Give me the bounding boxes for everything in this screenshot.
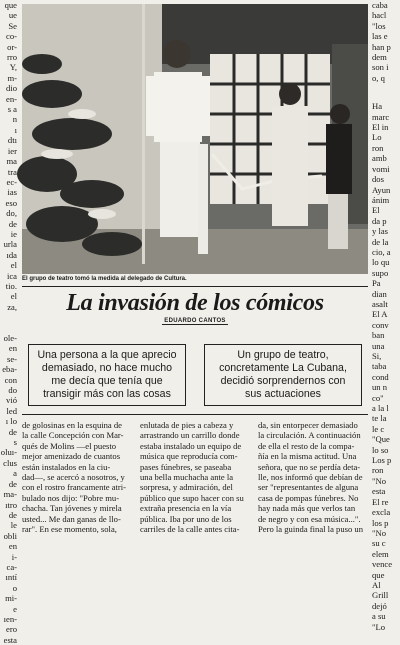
right-column-line: dem (372, 52, 387, 63)
right-column-line: vomi (372, 163, 390, 174)
left-column-line: ıntí (5, 572, 17, 583)
right-column-line: El A (372, 309, 388, 320)
left-column-line: ıen- (3, 613, 17, 624)
right-column-line: supo (372, 267, 389, 278)
left-column-line: ero (6, 624, 17, 635)
left-column-line: ı (14, 124, 17, 135)
left-column-line (0, 312, 18, 322)
left-column-line: mi- (5, 593, 17, 604)
body-text-line: la calle Concepción con Mar- (22, 430, 124, 441)
left-column-line: a (13, 468, 17, 479)
right-column-line: su c (372, 538, 386, 549)
right-column-line: a la l (372, 403, 389, 414)
right-column-line: ron (372, 142, 384, 153)
article-headline: La invasión de los cómicos (66, 290, 324, 316)
right-column-line: Ayun (372, 184, 391, 195)
article-photo (22, 4, 368, 274)
right-column-line: te la (372, 413, 387, 424)
left-column-line: ie (10, 228, 17, 239)
body-column-3 (258, 420, 370, 535)
body-text-line: ñía en la misma actitud. Una (258, 451, 357, 462)
left-column-line: ue (8, 10, 17, 21)
right-column-top-block (372, 0, 400, 83)
left-column-line: vió (6, 395, 17, 406)
left-column-line: o (12, 582, 17, 593)
left-column-line: en- (6, 93, 17, 104)
right-column-line: cio, a (372, 246, 391, 257)
left-column-line: do, (6, 208, 17, 219)
right-column-line: co" (372, 392, 384, 403)
byline-name: EDUARDO CANTOS (164, 318, 226, 324)
left-column-line: el (10, 291, 17, 302)
left-column-line: ica (6, 270, 17, 281)
body-text-line: chacha. Tan jóvenes y mirela (22, 503, 122, 514)
left-column-line: rro (6, 52, 17, 63)
right-column-line: "Que (372, 434, 390, 445)
right-column-line: lo so (372, 444, 389, 455)
body-text-line: público que supo hacer con su (140, 492, 244, 503)
body-column-1 (22, 420, 134, 535)
body-text-line: arrastrando un carrillo donde (140, 430, 240, 441)
left-column-line: ec- (6, 176, 17, 187)
left-column-line: n (12, 114, 17, 125)
body-text-line: de golosinas en la esquina de (22, 420, 122, 430)
right-column-line: "No (372, 475, 387, 486)
left-column-line: obli (3, 530, 17, 541)
article-byline (22, 318, 368, 324)
body-text-line: pública. Iba por uno de los (140, 513, 232, 524)
left-column-line: s a (7, 104, 17, 115)
body-text-line: música que reproducía com- (140, 451, 238, 462)
right-column-line: hacl (372, 10, 387, 21)
left-column-line: de (8, 478, 17, 489)
right-column-line: a su (372, 611, 386, 622)
left-column-line: ier (7, 145, 17, 156)
body-text-line: una bella muchacha ante la (140, 472, 234, 483)
body-text-line: pases fúnebres, se paseaba (140, 461, 232, 472)
right-column-line: caba (372, 0, 388, 10)
left-column-line: clus (3, 457, 17, 468)
right-column-line: una (372, 340, 385, 351)
right-column-line: cond (372, 371, 389, 382)
right-column-line: Si, (372, 351, 382, 361)
body-text-line: ser "representantes de alguna (258, 482, 359, 493)
right-column-line: dejó (372, 600, 387, 611)
body-text-line: Pero la guinda final la puso un (258, 524, 364, 535)
left-column-line: esta (3, 634, 17, 645)
right-column-line: marc (372, 111, 390, 122)
right-column-line: elem (372, 548, 389, 559)
body-text-line: enlutada de pies a cabeza y (140, 420, 234, 430)
left-column-line: co- (6, 31, 17, 42)
body-text-line: extraña presencia en la vía (140, 503, 232, 514)
right-column-mid-block (372, 101, 400, 632)
left-column-line: ı lo (5, 416, 17, 427)
left-column-line: do (8, 385, 17, 396)
left-column-line: dio (6, 83, 17, 94)
right-column-line: lo qu (372, 257, 390, 268)
body-text-line: rar". En ese momento, sola, (22, 524, 117, 535)
left-column-line: con (4, 374, 17, 385)
left-column-line: ole- (3, 333, 17, 343)
left-column-line: de (8, 426, 17, 437)
body-text-line: bulado nos dijo: "Pobre mu- (22, 492, 120, 503)
right-column-line: le c (372, 423, 385, 434)
right-column-line: Pa (372, 278, 381, 289)
right-column-line: Ha (372, 101, 383, 112)
left-column-line: de (8, 218, 17, 229)
left-column-line: de (8, 509, 17, 520)
right-column-line: Lo (372, 132, 382, 143)
right-column-line: o, q (372, 72, 385, 83)
right-column-line: Los p (372, 455, 392, 466)
left-column-line: ma (6, 156, 17, 167)
left-column-line: eba- (2, 364, 17, 375)
right-column-line: Grill (372, 590, 389, 601)
right-column-line: ban (372, 330, 385, 341)
body-column-2 (140, 420, 252, 535)
body-text-line: da, sin entorpecer demasiado (258, 420, 358, 430)
body-text-line: con el rostro francamente atri- (22, 482, 127, 493)
left-margin-column (0, 0, 18, 645)
body-text-line: la circulación. A continuación (258, 430, 361, 441)
body-rule-top (22, 414, 368, 415)
body-text-line: sorpresa, y admiración, del (140, 482, 233, 493)
right-column-line: "No (372, 527, 387, 538)
left-column-line: que (4, 0, 17, 10)
body-text-line: de negro y con esa música...". (258, 513, 361, 524)
right-column-line: dian (372, 288, 387, 299)
right-column-line: conv (372, 319, 389, 330)
body-text-line: hay nada más que verlos tan (258, 503, 356, 514)
right-column-line: que (372, 569, 385, 580)
left-column-line: i- (11, 551, 17, 562)
left-column-line: tio. (5, 280, 17, 291)
right-column-line: y las (372, 226, 388, 237)
right-margin-column (372, 0, 400, 632)
left-column-line: e (13, 603, 17, 614)
left-column-line: dtı (7, 135, 17, 146)
left-column-line: el (10, 260, 17, 271)
right-column-line: un n (372, 382, 388, 393)
body-text-line: dad—, se acercó a nosotros, y (22, 472, 125, 483)
left-column-line: oluı- (0, 447, 17, 458)
left-column-line: eso (5, 197, 17, 208)
body-text-line: usted... Me dan ganas de llo- (22, 513, 121, 524)
right-column-line: han p (372, 41, 391, 52)
left-column-line: en (8, 541, 17, 552)
left-column-line: urla (3, 239, 17, 250)
left-column-line: ıda (6, 249, 17, 260)
headline-rule-top (22, 286, 368, 287)
left-column-line: s (13, 437, 17, 448)
left-column-line: or- (7, 41, 17, 52)
left-column-line: Se (8, 20, 17, 31)
right-column-line: de la (372, 236, 389, 247)
left-column-line: se- (6, 353, 17, 364)
body-text-line: lle, nos informó que debían de (258, 472, 363, 483)
right-column-line: son i (372, 62, 389, 73)
left-column-line: m- (7, 72, 17, 83)
body-text-line: casa de pompas fúnebres. No (258, 492, 359, 503)
right-column-line: "los (372, 20, 386, 31)
left-column-line: ca- (6, 561, 17, 572)
left-column-line: Y, (9, 62, 17, 73)
right-column-line: El in (372, 122, 389, 133)
right-column-line: ánim (372, 194, 390, 205)
left-column-line: en (8, 343, 17, 354)
left-column-line: tra (7, 166, 17, 177)
left-column-line: ıtro (5, 499, 17, 510)
right-column-line: ron (372, 465, 384, 476)
right-column-line: El (372, 205, 380, 216)
body-text-line: estaba instalado un equipo de (140, 440, 242, 451)
right-column-line: taba (372, 361, 387, 372)
pull-quote-right: Un grupo de teatro, concretamente La Cubana, decidió sorprendernos con sus actuaciones (204, 344, 362, 406)
pull-quote-left: Una persona a la que aprecio demasiado, no hace mucho me decía que tenía que transigir más con las cosas (28, 344, 186, 406)
right-column-line: Al (372, 579, 381, 590)
body-text-line: están instalados en la ciu- (22, 461, 111, 472)
left-column-line (0, 323, 18, 333)
left-column-line: ma- (3, 489, 17, 500)
right-column-line: da p (372, 215, 387, 226)
right-column-line: esta (372, 486, 386, 497)
body-text-line: mejor amenizado de cuantos (22, 451, 121, 462)
left-column-line: le (10, 520, 17, 531)
right-column-line: amb (372, 153, 387, 164)
body-text-line: qués de Molins —el puesto (22, 440, 117, 451)
right-column-line: dos (372, 174, 384, 185)
body-text-line: de ella el resto de la compa- (258, 440, 355, 451)
photo-caption: El grupo de teatro tomó la medida al delegado de Cultura. (22, 276, 187, 282)
right-column-line: "Lo (372, 621, 386, 632)
body-text-line: carriles de la calle antes cita- (140, 524, 240, 535)
photo-illustration (22, 4, 368, 274)
right-column-line: excla (372, 507, 391, 518)
right-column-line: vence (372, 559, 393, 570)
right-column-line: los p (372, 517, 389, 528)
right-column-line: El re (372, 496, 389, 507)
right-column-line: asalt (372, 298, 388, 309)
right-column-line: las e (372, 31, 388, 42)
left-column-line: za, (7, 301, 17, 312)
left-column-line: ias (7, 187, 17, 198)
left-column-line: led (6, 405, 17, 416)
body-text-line: señora, que no se perdía deta- (258, 461, 361, 472)
